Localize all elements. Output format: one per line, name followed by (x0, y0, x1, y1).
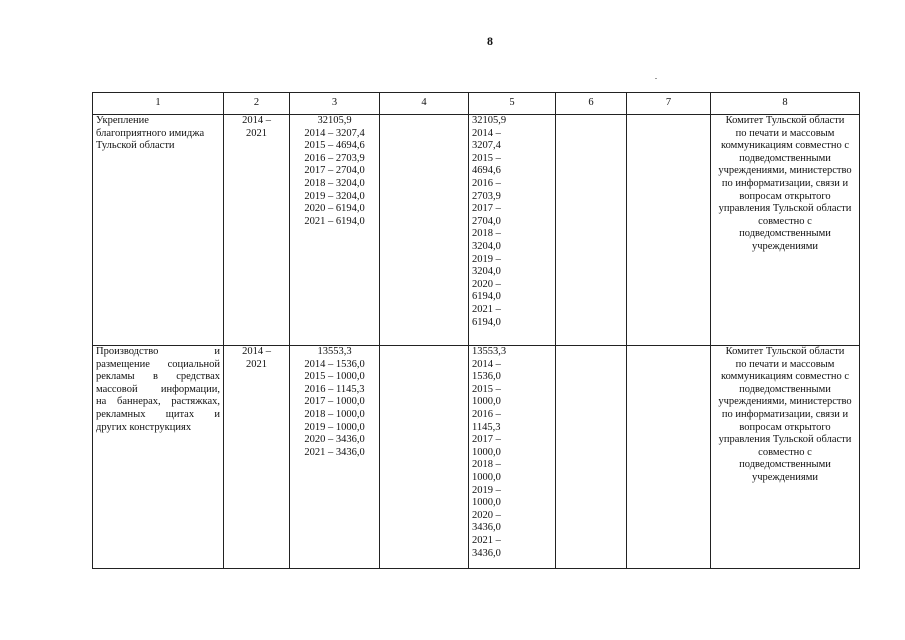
cell-line: 2704,0 (472, 215, 501, 227)
activity-cell (93, 115, 224, 346)
cell-line: 2018 – (472, 228, 501, 240)
col7-cell (627, 346, 711, 569)
cell-line: 2015 – (472, 383, 501, 395)
header-col-1: 1 (93, 93, 224, 115)
cell-line: по информатизации, связи и (721, 408, 849, 420)
activity-cell (93, 346, 224, 569)
cell-line: коммуникациям совместно с (721, 371, 849, 383)
cell-line: 2020 – 6194,0 (304, 203, 365, 215)
cell-line: 4694,6 (472, 165, 501, 177)
cell-line: 2021 – 3436,0 (304, 446, 365, 458)
scan-speck (655, 78, 657, 79)
cell-line: 2016 – 2703,9 (304, 152, 365, 164)
cell-line: массовой информации, (96, 383, 220, 395)
cell-line: 3207,4 (472, 140, 501, 152)
header-col-2: 2 (224, 93, 290, 115)
cell-line: 2021 – 6194,0 (304, 215, 365, 227)
cell-line: 2016 – (472, 408, 501, 420)
cell-line: 2014 – 1536,0 (304, 358, 365, 370)
header-col-8: 8 (711, 93, 860, 115)
cell-line: 2020 – (472, 278, 501, 290)
cell-line: учреждениями (751, 471, 819, 483)
header-col-5: 5 (469, 93, 556, 115)
cell-line: 2018 – 1000,0 (304, 408, 365, 420)
cell-line: 1536,0 (472, 371, 501, 383)
cell-line: учреждениями, министерство (718, 396, 852, 408)
cell-line: подведомственными (739, 383, 831, 395)
cell-line: коммуникациям совместно с (721, 140, 849, 152)
cell-line: 2020 – (472, 509, 501, 521)
cell-line: 2016 – (472, 177, 501, 189)
cell-line: 2015 – (472, 152, 501, 164)
cell-line: 2019 – 1000,0 (304, 421, 365, 433)
cell-line: Комитет Тульской области (725, 346, 845, 357)
funding-cell (290, 115, 380, 346)
cell-line: вопросам открытого (739, 190, 831, 202)
cell-line: 2014 – (242, 115, 271, 126)
col4-cell (380, 115, 469, 346)
program-table (92, 92, 860, 569)
cell-line: рекламы в средствах (96, 371, 220, 383)
responsible-cell (711, 115, 860, 346)
col5-cell (469, 346, 556, 569)
cell-line: 2016 – 1145,3 (304, 383, 365, 395)
cell-line: 1000,0 (472, 396, 501, 408)
header-row (93, 93, 860, 115)
cell-line: 2017 – (472, 203, 501, 215)
cell-line: других конструкциях (96, 421, 192, 433)
cell-line: 6194,0 (472, 291, 501, 303)
cell-line: 1000,0 (472, 471, 501, 483)
col6-cell (556, 115, 627, 346)
cell-line: учреждениями (751, 240, 819, 252)
col7-cell (627, 115, 711, 346)
cell-line: 3204,0 (472, 266, 501, 278)
col5-cell (469, 115, 556, 346)
period-cell (224, 346, 290, 569)
cell-line: 2019 – (472, 484, 501, 496)
cell-line: подведомственными (739, 228, 831, 240)
cell-line: 6194,0 (472, 316, 501, 328)
cell-line: 2014 – 3207,4 (304, 127, 365, 139)
cell-line: 1000,0 (472, 497, 501, 509)
cell-line: 2021 (246, 127, 267, 139)
cell-line: 2020 – 3436,0 (304, 434, 365, 446)
cell-line: размещение социальной (96, 358, 220, 370)
period-cell (224, 115, 290, 346)
cell-line: по информатизации, связи и (721, 177, 849, 189)
page-number: 8 (487, 34, 493, 48)
cell-line: благоприятного имиджа (96, 127, 205, 139)
cell-line: 1000,0 (472, 446, 501, 458)
cell-line: Производство и (96, 346, 220, 357)
cell-line: 2017 – 2704,0 (304, 165, 365, 177)
cell-line: подведомственными (739, 459, 831, 471)
cell-line: 2014 – (472, 358, 501, 370)
cell-line: рекламных щитах и (96, 408, 220, 420)
cell-line: подведомственными (739, 152, 831, 164)
cell-line: 3204,0 (472, 240, 501, 252)
cell-line: Укрепление (96, 115, 149, 126)
cell-line: 2014 – (242, 346, 271, 357)
cell-line: 32105,9 (472, 115, 507, 126)
cell-line: 2021 (246, 358, 267, 370)
cell-line: 2017 – (472, 434, 501, 446)
table-row (93, 346, 860, 569)
cell-line: 2019 – (472, 253, 501, 265)
cell-line: совместно с (758, 446, 812, 458)
cell-line: 1145,3 (472, 421, 501, 433)
col4-cell (380, 346, 469, 569)
header-col-3: 3 (290, 93, 380, 115)
col6-cell (556, 346, 627, 569)
table-row (93, 115, 860, 346)
cell-line: 2019 – 3204,0 (304, 190, 365, 202)
cell-line: 2017 – 1000,0 (304, 396, 365, 408)
cell-line: вопросам открытого (739, 421, 831, 433)
cell-line: 2018 – (472, 459, 501, 471)
cell-line: 3436,0 (472, 547, 501, 559)
cell-line: 32105,9 (317, 115, 352, 126)
header-col-7: 7 (627, 93, 711, 115)
header-col-6: 6 (556, 93, 627, 115)
cell-line: 3436,0 (472, 522, 501, 534)
cell-line: 2703,9 (472, 190, 501, 202)
cell-line: 2014 – (472, 127, 501, 139)
cell-line: 2018 – 3204,0 (304, 177, 365, 189)
cell-line: управления Тульской области (718, 434, 852, 446)
cell-line: 2015 – 1000,0 (304, 371, 365, 383)
cell-line: Комитет Тульской области (725, 115, 845, 126)
responsible-cell (711, 346, 860, 569)
cell-line: на баннерах, растяжках, (96, 396, 220, 408)
cell-line: по печати и массовым (735, 358, 835, 370)
header-col-4: 4 (380, 93, 469, 115)
cell-line: 2021 – (472, 534, 501, 546)
cell-line: 13553,3 (317, 346, 352, 357)
cell-line: по печати и массовым (735, 127, 835, 139)
funding-cell (290, 346, 380, 569)
cell-line: Тульской области (96, 140, 175, 152)
cell-line: 13553,3 (472, 346, 507, 357)
cell-line: 2021 – (472, 303, 501, 315)
cell-line: управления Тульской области (718, 203, 852, 215)
cell-line: совместно с (758, 215, 812, 227)
cell-line: 2015 – 4694,6 (304, 140, 365, 152)
cell-line: учреждениями, министерство (718, 165, 852, 177)
